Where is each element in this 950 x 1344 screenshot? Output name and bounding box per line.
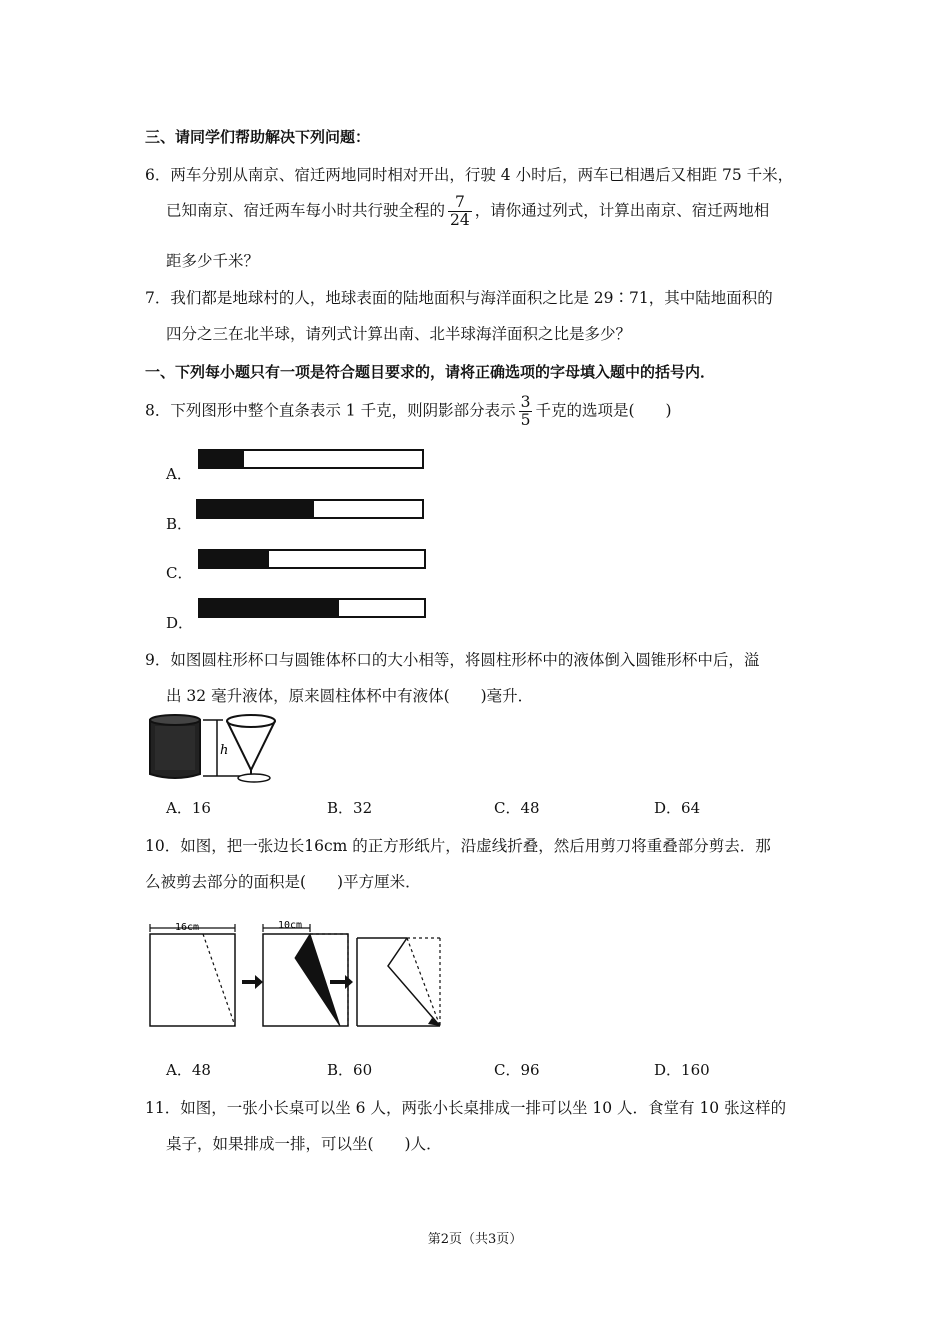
q10-choice-c: C．96 [494, 1061, 540, 1079]
question-6-text-b: ，请你通过列式，计算出南京、宿迁两地相 [474, 201, 770, 220]
section-heading: 三、请同学们帮助解决下列问题： [145, 128, 371, 146]
question-6-line-2 [166, 194, 769, 229]
question-9-line-2: 出 32 毫升液体，原来圆柱体杯中有液体( )毫升． [166, 687, 534, 705]
q9-choice-a: A．16 [166, 799, 211, 817]
fraction-7-24: $\frac{7}{24}$ [450, 193, 470, 230]
paper-folding-figure [145, 918, 445, 1034]
q10-choice-b: B．60 [327, 1061, 373, 1079]
question-10-line-2: 么被剪去部分的面积是( )平方厘米． [145, 873, 421, 891]
page-footer: 第2页（共3页） [427, 1232, 523, 1247]
option-c-shaded [200, 551, 269, 567]
question-7-line-1: 7．我们都是地球村的人，地球表面的陆地面积与海洋面积之比是 29∶71，其中陆地面积的 [145, 289, 773, 307]
option-a-label: A． [166, 465, 192, 483]
q10-choice-a: A．48 [166, 1061, 211, 1079]
q9-choice-d: D．64 [654, 799, 701, 817]
question-6-line-3: 距多少千米？ [166, 252, 260, 270]
option-d-label: D． [166, 614, 194, 632]
section-heading-choice: 一、下列每小题只有一项是符合题目要求的，请将正确选项的字母填入题中的括号内． [145, 363, 716, 381]
option-b-label: B． [166, 515, 193, 533]
option-c-bar [198, 549, 426, 569]
q9-choice-b: B．32 [327, 799, 373, 817]
option-a-shaded [200, 451, 244, 467]
option-b-bar [196, 499, 424, 519]
cylinder-cone-figure [145, 712, 285, 786]
label-10cm: 10cm [278, 920, 303, 931]
question-10-line-1: 10．如图，把一张边长16cm 的正方形纸片，沿虚线折叠，然后用剪刀将重叠部分剪去．那 [145, 837, 771, 855]
question-9-line-1: 9．如图圆柱形杯口与圆锥体杯口的大小相等，将圆柱形杯中的液体倒入圆锥形杯中后，溢 [145, 651, 760, 669]
q9-choice-c: C．48 [494, 799, 540, 817]
fraction-3-5: $\frac{3}{5}$ [520, 393, 531, 430]
question-11-line-1: 11．如图，一张小长桌可以坐 6 人，两张小长桌排成一排可以坐 10 人．食堂有 10 张这样的 [145, 1099, 787, 1117]
question-11-line-2: 桌子，如果排成一排，可以坐( )人． [166, 1135, 442, 1153]
height-label: h [220, 743, 229, 758]
option-d-bar [198, 598, 426, 618]
question-6-line-1: 6．两车分别从南京、宿迁两地同时相对开出，行驶 4 小时后，两车已相遇后又相距 75 千米， [145, 166, 794, 184]
q10-choice-d: D．160 [654, 1061, 710, 1079]
question-8 [145, 394, 672, 429]
question-8-text-a: 8．下列图形中整个直条表示 1 千克，则阴影部分表示 [145, 401, 516, 420]
question-7-line-2: 四分之三在北半球，请列式计算出南、北半球海洋面积之比是多少？ [166, 325, 632, 343]
option-a-bar [198, 449, 424, 469]
option-d-shaded [200, 600, 339, 616]
question-8-text-b: 千克的选项是( ) [535, 401, 672, 420]
option-b-shaded [198, 501, 314, 517]
option-c-label: C． [166, 564, 193, 582]
question-6-text-a: 已知南京、宿迁两车每小时共行驶全程的 [166, 201, 446, 220]
label-16cm: 16cm [175, 922, 200, 933]
